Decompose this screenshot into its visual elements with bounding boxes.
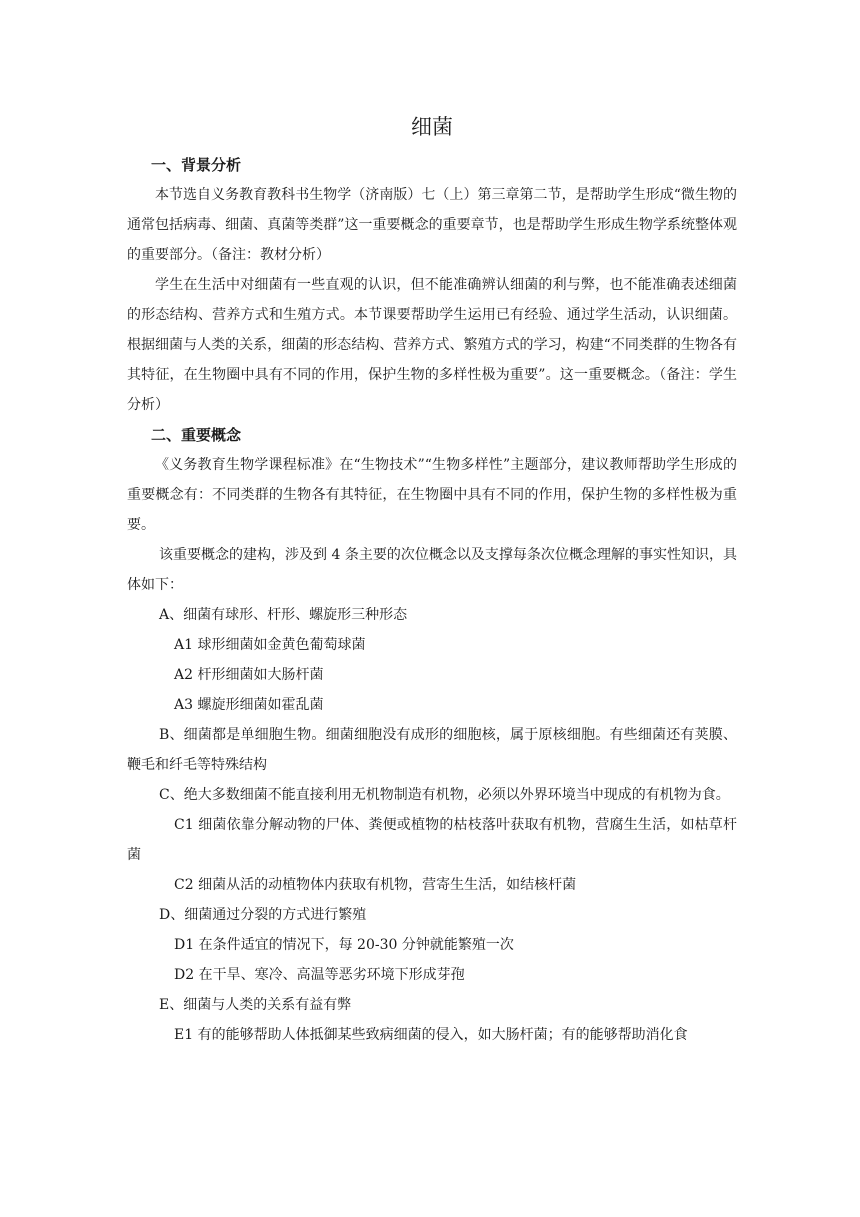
concept-item-b: B、细菌都是单细胞生物。细菌细胞没有成形的细胞核，属于原核细胞。有些细菌还有荚膜、鞭毛和纤毛等特殊结构: [127, 727, 737, 773]
concept-item-a3: A3 螺旋形细菌如霍乱菌: [174, 697, 324, 713]
paragraph-curriculum-standard: 《义务教育生物学课程标准》在“生物技术”“生物多样性”主题部分，建议教师帮助学生形成的重要概念有：不同类群的生物各有其特征，在生物圈中具有不同的作用，保护生物的多样性极为重要。: [127, 457, 737, 533]
section-heading-background: 一、背景分析: [151, 156, 242, 174]
concept-item-d: D、细菌通过分裂的方式进行繁殖: [159, 907, 367, 923]
section-heading-concepts: 二、重要概念: [151, 426, 242, 444]
paragraph-concept-construction: 该重要概念的建构，涉及到 4 条主要的次位概念以及支撑每条次位概念理解的事实性知识，具体如下：: [127, 547, 737, 593]
concept-item-e1: E1 有的能够帮助人体抵御某些致病细菌的侵入，如大肠杆菌；有的能够帮助消化食: [174, 1027, 688, 1043]
document-page: [127, 112, 737, 1050]
concept-item-a2: A2 杆形细菌如大肠杆菌: [174, 667, 324, 683]
concept-item-d1: D1 在条件适宜的情况下，每 20-30 分钟就能繁殖一次: [174, 937, 514, 953]
concept-item-d2: D2 在干旱、寒冷、高温等恶劣环境下形成芽孢: [174, 967, 465, 983]
concept-item-a1: A1 球形细菌如金黄色葡萄球菌: [174, 637, 366, 653]
document-title: 细菌: [411, 115, 453, 139]
paragraph-student-analysis: 学生在生活中对细菌有一些直观的认识，但不能准确辨认细菌的利与弊，也不能准确表述细菌的形态结构、营养方式和生殖方式。本节课要帮助学生运用已有经验、通过学生活动，认识细菌。根据细菌与人类的关系，细菌的形态结构、营养方式、繁殖方式的学习，构建“不同类群的生物各有其特征，在生物圈中具有不同的作用，保护生物的多样性极为重要”。这一重要概念。（备注：学生分析）: [127, 277, 737, 413]
concept-item-c2: C2 细菌从活的动植物体内获取有机物，营寄生生活，如结核杆菌: [174, 877, 577, 893]
concept-item-c: C、绝大多数细菌不能直接利用无机物制造有机物，必须以外界环境当中现成的有机物为食。: [159, 787, 730, 803]
paragraph-textbook-analysis: 本节选自义务教育教科书生物学（济南版）七（上）第三章第二节，是帮助学生形成“微生物的通常包括病毒、细菌、真菌等类群”这一重要概念的重要章节，也是帮助学生形成生物学系统整体观的重要部分。（备注：教材分析）: [127, 187, 737, 263]
concept-item-e: E、细菌与人类的关系有益有弊: [159, 997, 352, 1013]
concept-item-a: A、细菌有球形、杆形、螺旋形三种形态: [159, 607, 408, 623]
concept-item-c1: C1 细菌依靠分解动物的尸体、粪便或植物的枯枝落叶获取有机物，营腐生生活，如枯草杆菌: [127, 817, 737, 863]
